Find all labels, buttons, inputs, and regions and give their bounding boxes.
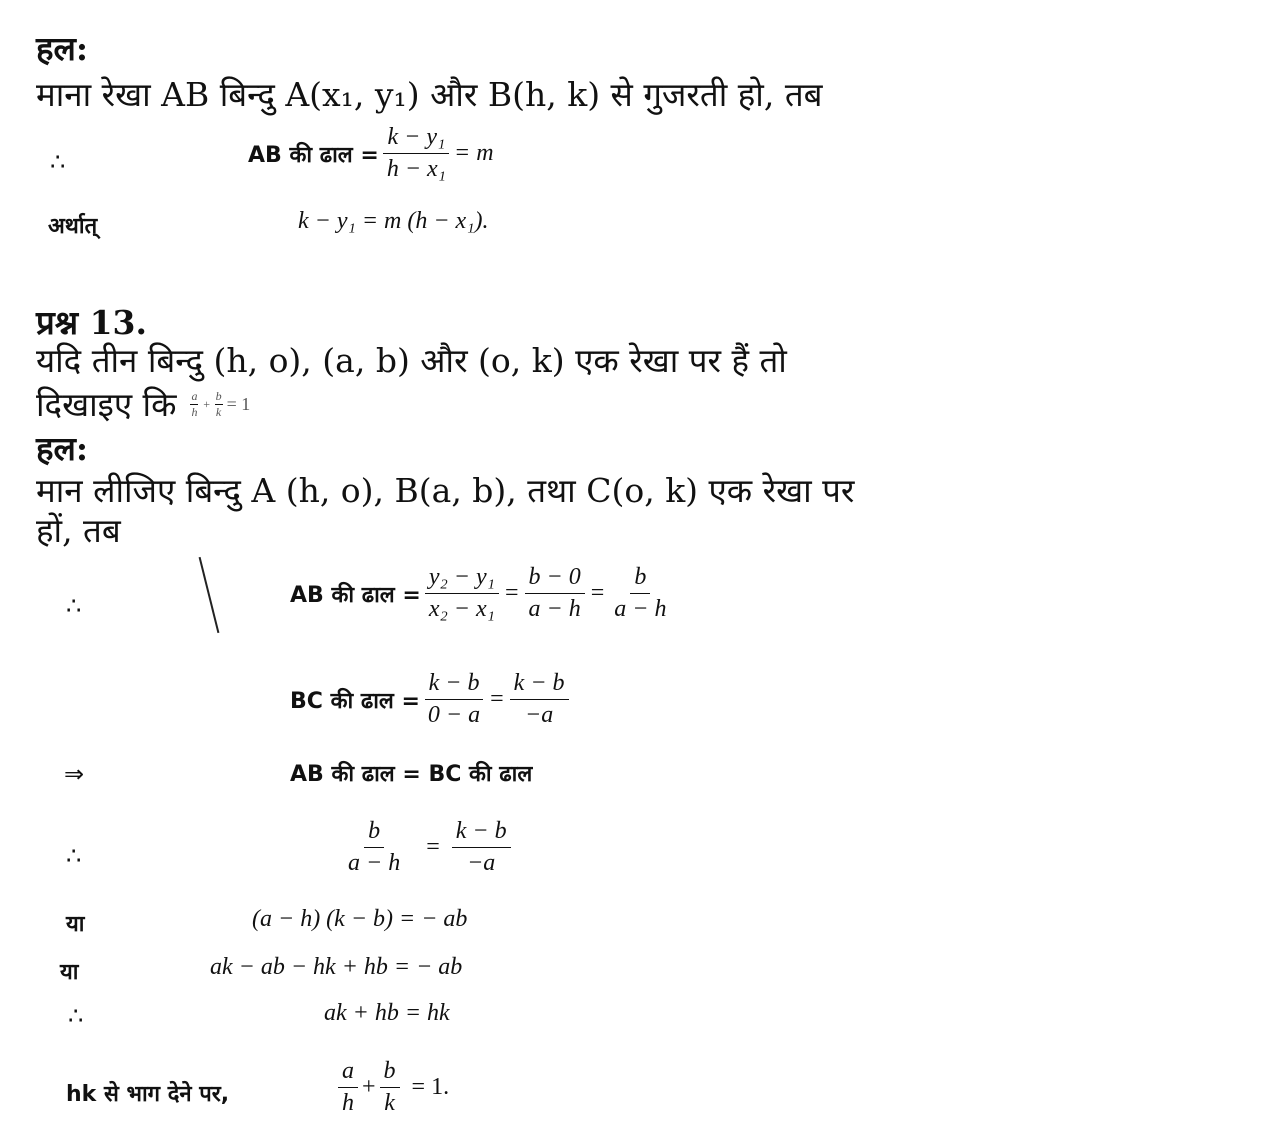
condition-expression [186, 389, 250, 420]
question-prefix: दिखाइए कि [36, 385, 177, 424]
fraction-denominator: a − h [348, 850, 401, 876]
question-line-2 [36, 386, 250, 424]
slope-ab-fraction-1 [425, 564, 499, 623]
fraction-numerator: b [215, 389, 222, 404]
slope-bc-fraction-2 [510, 670, 569, 729]
slope-fraction [383, 124, 450, 183]
fraction-denominator: 0 − a [427, 702, 481, 728]
fraction-numerator: y₂ − y₁ [425, 564, 499, 594]
fraction-denominator: h [191, 405, 198, 420]
slope-lhs: AB की ढाल = [248, 142, 379, 168]
slope-ab-equation [248, 124, 494, 183]
cond-rhs: = 1 [226, 394, 251, 415]
fraction-denominator: −a [525, 702, 554, 728]
fraction-numerator: b [630, 564, 650, 594]
slope-bc-lhs: BC की ढाल = [290, 688, 420, 714]
fraction-denominator: a − h [614, 596, 667, 622]
solution-heading-2: हल: [36, 429, 89, 468]
slope-ab-step [290, 564, 675, 623]
scan-mark [199, 557, 220, 633]
slope-ab-lhs: AB की ढाल = [290, 582, 421, 608]
equals-sign: = [426, 834, 440, 860]
fraction-numerator: k − b [452, 818, 511, 848]
fraction-numerator: b − 0 [525, 564, 585, 594]
rhs-fraction [452, 818, 511, 877]
cond-fraction-a [190, 389, 198, 420]
fraction-denominator: h − x₁ [386, 156, 447, 182]
plus-sign: + [362, 1074, 376, 1100]
equals-sign: = [490, 686, 504, 712]
therefore-marker: ∴ [66, 592, 82, 620]
fraction-denominator: k [215, 405, 222, 420]
fraction-denominator: x₂ − x₁ [428, 596, 495, 622]
fraction-numerator: k − b [510, 670, 569, 700]
question-heading: प्रश्न 13. [36, 303, 148, 342]
cond-fraction-b [215, 389, 223, 420]
implies-marker: ⇒ [64, 760, 85, 788]
ya-marker: या [66, 912, 85, 937]
equals-sign: = [590, 580, 605, 606]
divide-by-hk-label: hk से भाग देने पर, [66, 1082, 230, 1107]
slope-ab-fraction-3 [610, 564, 670, 623]
cross-multiply-step: (a − h) (k − b) = − ab [252, 906, 468, 932]
fraction-numerator: k − y₁ [383, 124, 449, 154]
slope-bc-fraction-1 [424, 670, 484, 729]
solution-intro-line: माना रेखा AB बिन्दु A(x₁, y₁) और B(h, k) से गुजरती हो, तब [36, 75, 823, 114]
lhs-fraction [344, 818, 404, 877]
plus-sign: + [202, 397, 211, 412]
slope-bc-step [290, 670, 573, 729]
fraction-numerator: k − b [425, 670, 484, 700]
equals-sign: = [505, 580, 519, 606]
fraction-denominator: a − h [528, 596, 581, 622]
fraction-denominator: h [342, 1090, 354, 1116]
final-fraction-a [338, 1058, 358, 1117]
fraction-numerator: b [380, 1058, 400, 1088]
fraction-denominator: −a [467, 850, 496, 876]
fraction-numerator: b [364, 818, 384, 848]
solution2-line-1: मान लीजिए बिन्दु A (h, o), B(a, b), तथा C(o, k) एक रेखा पर [36, 471, 855, 510]
slope-ab-fraction-2 [525, 564, 585, 623]
slope-rhs: = m [454, 140, 494, 166]
fraction-denominator: k [384, 1090, 395, 1116]
fraction-numerator: a [338, 1058, 358, 1088]
solution2-line-2: हों, तब [36, 511, 121, 550]
therefore-marker: ∴ [50, 148, 66, 176]
simplified-step: ak + hb = hk [324, 1000, 450, 1026]
final-result [336, 1058, 449, 1117]
fraction-numerator: a [191, 389, 198, 404]
slopes-equal-statement: AB की ढाल = BC की ढाल [290, 762, 533, 787]
expand-step: ak − ab − hk + hb = − ab [210, 954, 463, 980]
question-line-1: यदि तीन बिन्दु (h, o), (a, b) और (o, k) एक रेखा पर हैं तो [36, 341, 787, 380]
fraction-equality-step [340, 818, 515, 877]
arthat-marker: अर्थात् [48, 214, 98, 239]
final-rhs: = 1. [411, 1074, 450, 1100]
solution-heading-1: हल: [36, 29, 89, 68]
point-slope-equation: k − y₁ = m (h − x₁). [298, 208, 489, 234]
therefore-marker: ∴ [68, 1002, 84, 1030]
therefore-marker: ∴ [66, 842, 82, 870]
final-fraction-b [380, 1058, 400, 1117]
ya-marker: या [60, 960, 79, 985]
